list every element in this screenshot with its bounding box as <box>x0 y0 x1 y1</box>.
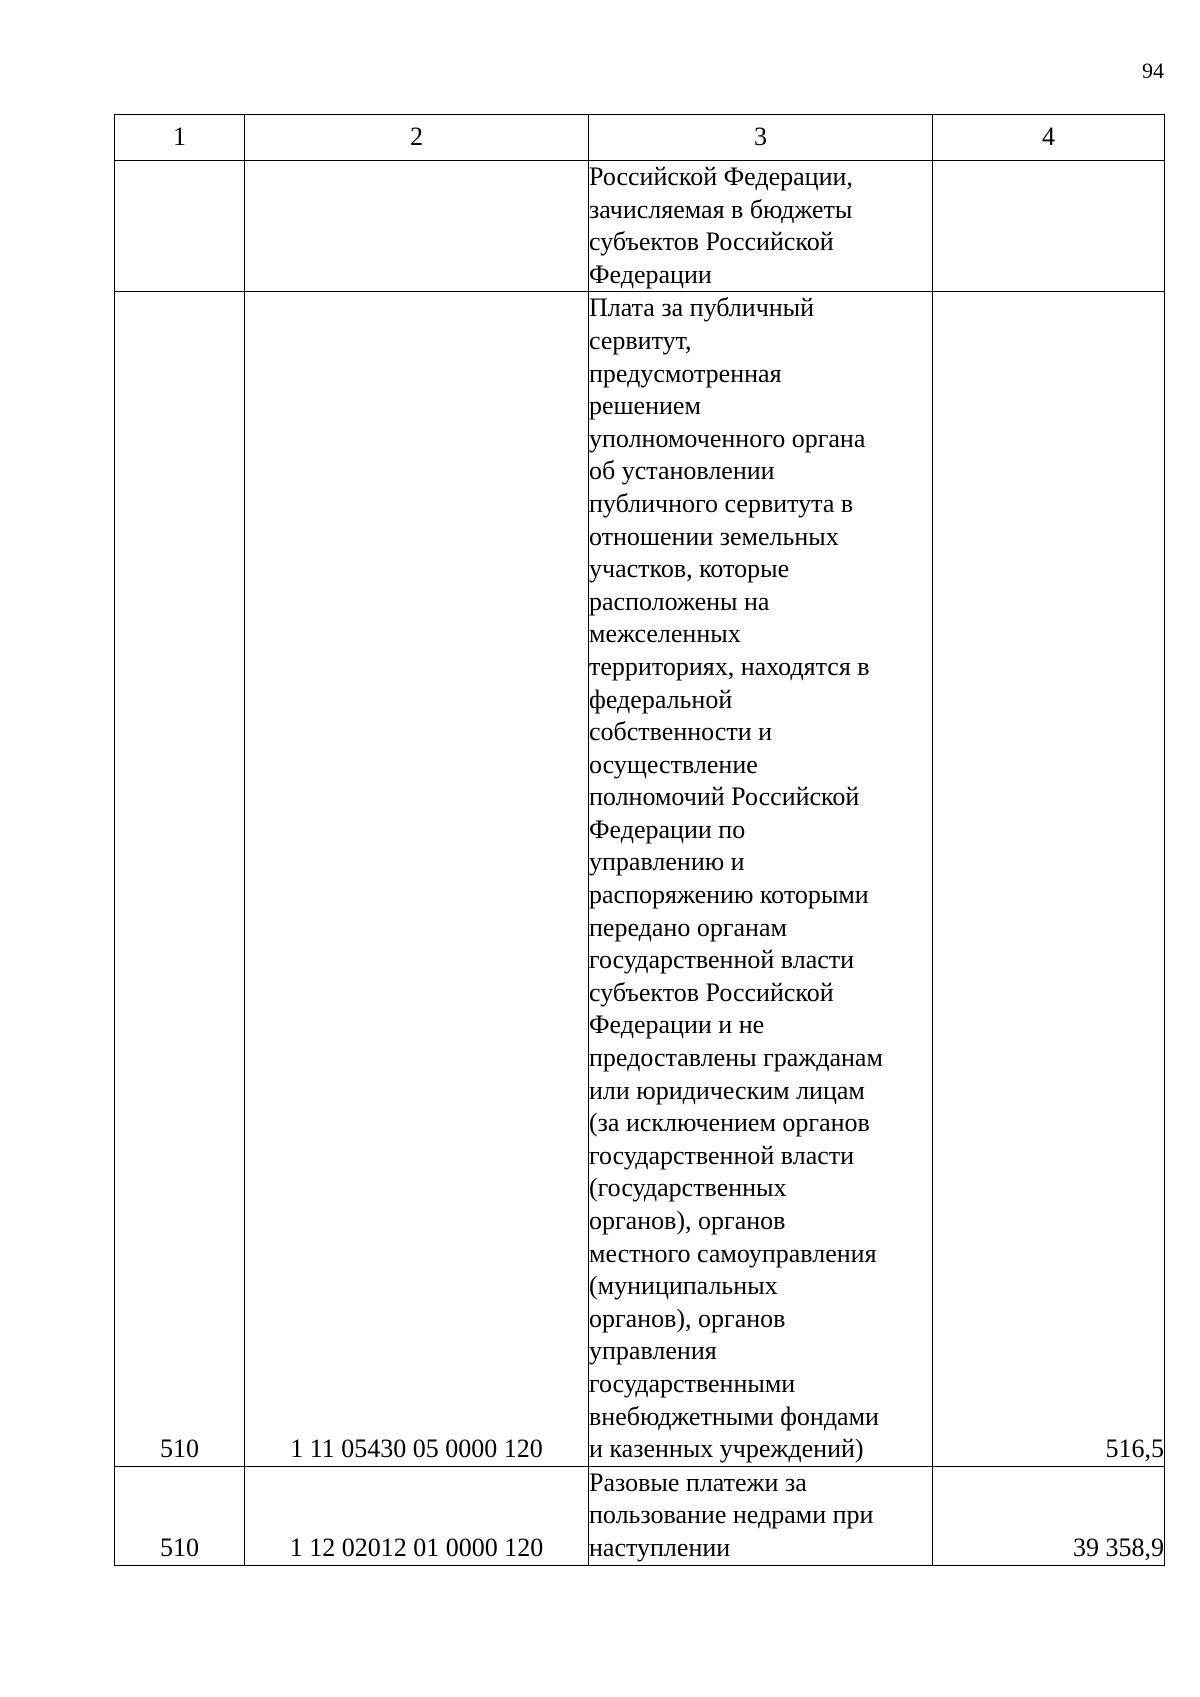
description-line: и казенных учреждений) <box>589 1434 864 1464</box>
header-cell-1: 1 <box>115 115 245 161</box>
table-header-row <box>115 115 1165 161</box>
description-line: органов), органов <box>589 1303 786 1333</box>
description-line: внебюджетными фондами <box>589 1401 879 1431</box>
description-line: государственной власти <box>589 945 855 975</box>
description-line: передано органам <box>589 912 787 942</box>
description-line: субъектов Российской <box>589 977 834 1007</box>
description-line: (за исключением органов <box>589 1108 870 1138</box>
page-number: 94 <box>1142 58 1164 83</box>
amount-cell <box>933 161 1165 292</box>
description-cell <box>589 161 933 292</box>
description-line: уполномоченного органа <box>589 423 866 453</box>
table-row <box>115 1466 1165 1565</box>
description-line: Федерации по <box>589 814 746 844</box>
description-line: местного самоуправления <box>589 1238 877 1268</box>
description-line: территориях, находятся в <box>589 651 870 681</box>
description-line: распоряжению которыми <box>589 880 869 910</box>
description-cell <box>589 1466 933 1565</box>
description-line: публичного сервитута в <box>589 488 854 518</box>
description-line: отношении земельных <box>589 521 839 551</box>
description-line: государственными <box>589 1368 796 1398</box>
description-line: сервитут, <box>589 325 692 355</box>
description-line: управлению и <box>589 847 745 877</box>
description-line: федеральной <box>589 684 733 714</box>
description-line: пользование недрами при <box>589 1500 874 1530</box>
description-line: межселенных <box>589 619 741 649</box>
table-row <box>115 161 1165 292</box>
header-cell-4: 4 <box>933 115 1165 161</box>
description-line: Плата за публичный <box>589 293 815 323</box>
description-line: наступлении <box>589 1532 731 1562</box>
description-line: полномочий Российской <box>589 782 860 812</box>
description-line: или юридическим лицам <box>589 1075 865 1105</box>
admin-code-cell <box>115 161 245 292</box>
description-line: Российской Федерации, <box>589 162 853 191</box>
description-line: Федерации <box>589 259 712 289</box>
description-line: органов), органов <box>589 1206 786 1235</box>
description-line: (муниципальных <box>589 1271 778 1301</box>
budget-revenue-table <box>114 114 1165 1566</box>
description-line: расположены на <box>589 586 770 616</box>
description-line: собственности и <box>589 717 773 747</box>
kbk-code-cell <box>245 161 589 292</box>
description-line: зачисляемая в бюджеты <box>589 194 853 224</box>
description-line: государственной власти <box>589 1140 855 1170</box>
amount-cell: 516,5 <box>933 292 1165 1466</box>
description-line: Разовые платежи за <box>589 1467 807 1497</box>
description-line: об установлении <box>589 456 775 486</box>
description-line: управления <box>589 1336 717 1366</box>
description-line: субъектов Российской <box>589 227 834 257</box>
kbk-code-cell: 1 11 05430 05 0000 120 <box>245 292 589 1466</box>
table-row <box>115 292 1165 1466</box>
admin-code-cell: 510 <box>115 292 245 1466</box>
admin-code-cell: 510 <box>115 1466 245 1565</box>
header-cell-2: 2 <box>245 115 589 161</box>
header-cell-3: 3 <box>589 115 933 161</box>
description-line: предоставлены гражданам <box>589 1043 883 1073</box>
kbk-code-cell: 1 12 02012 01 0000 120 <box>245 1466 589 1565</box>
description-line: участков, которые <box>589 554 790 584</box>
description-line: (государственных <box>589 1173 787 1203</box>
description-cell <box>589 292 933 1466</box>
amount-cell: 39 358,9 <box>933 1466 1165 1565</box>
description-line: предусмотренная <box>589 358 782 388</box>
description-line: Федерации и не <box>589 1010 765 1040</box>
description-line: решением <box>589 391 701 421</box>
description-line: осуществление <box>589 749 758 779</box>
